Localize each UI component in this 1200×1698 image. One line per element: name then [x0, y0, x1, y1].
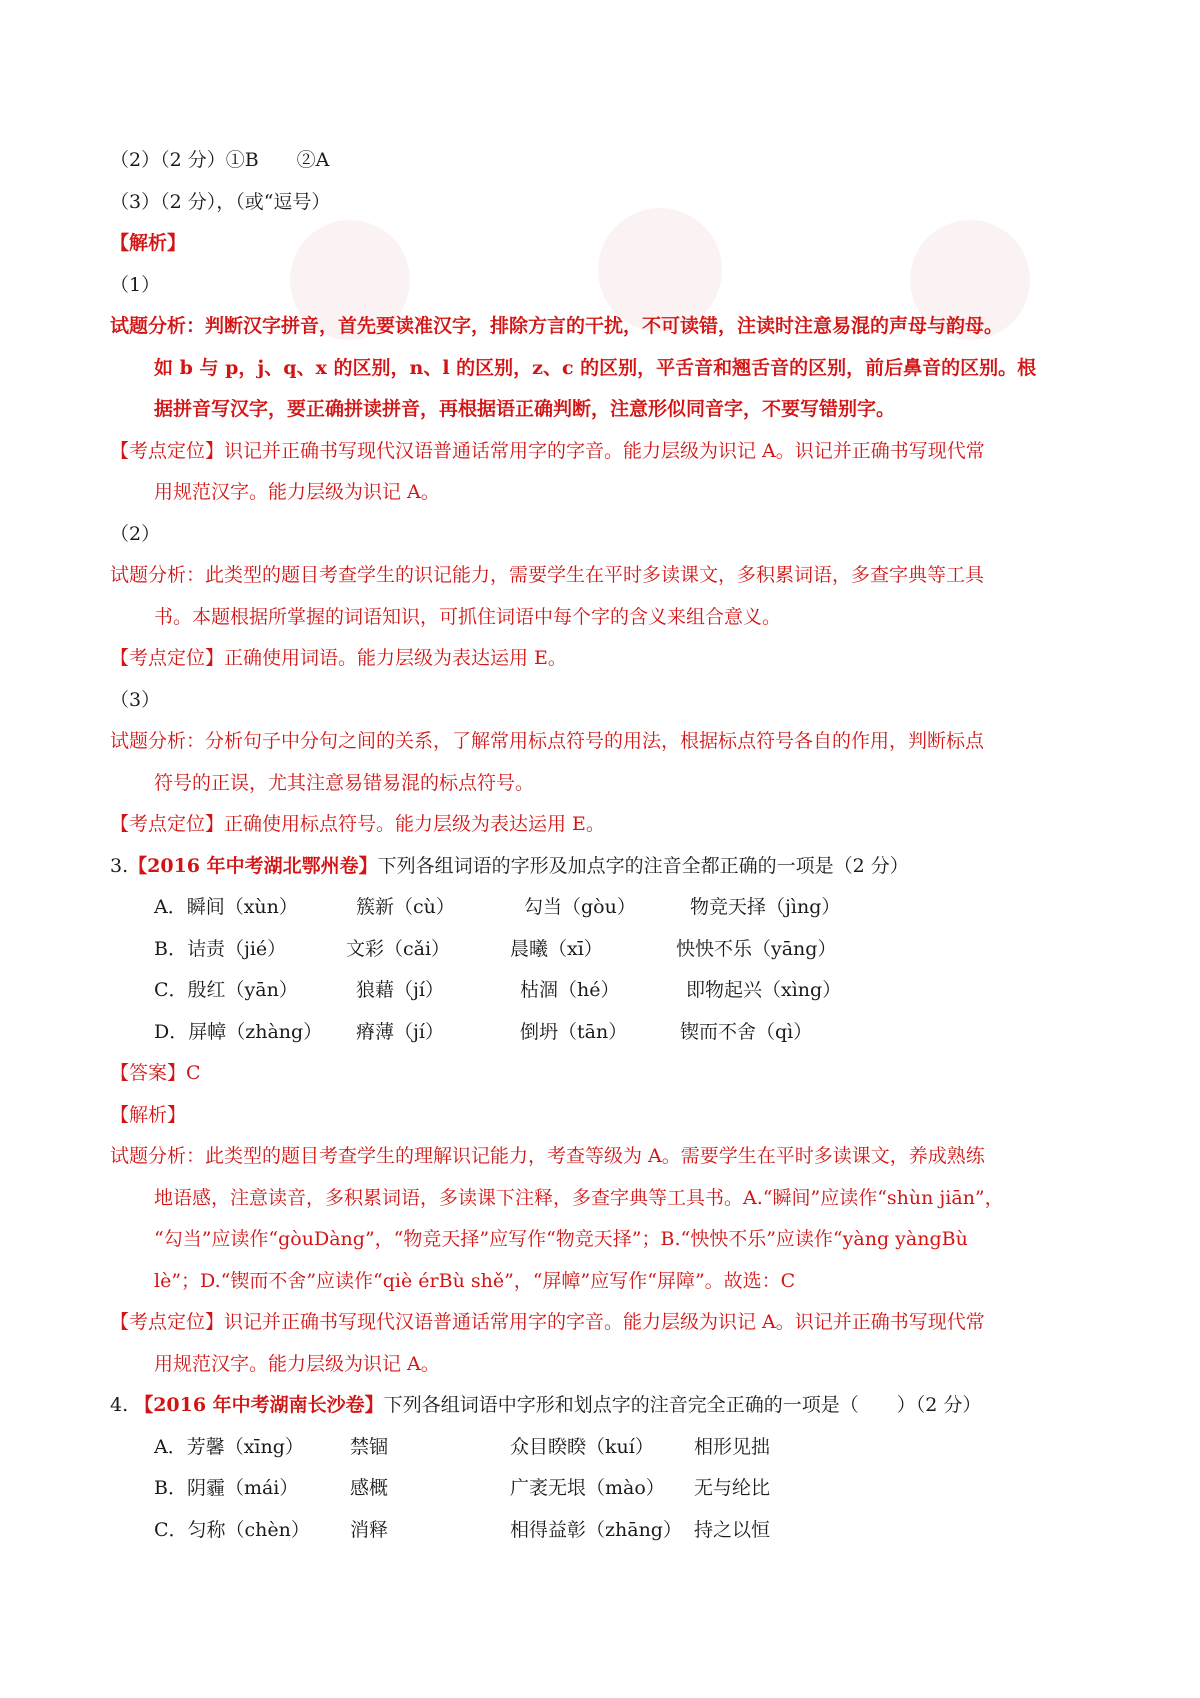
question-source: 【2016 年中考湖北鄂州卷】 [128, 854, 378, 877]
analysis-line: “勾当”应读作“gòuDàng”，“物竞天择”应写作“物竞天择”；B.“怏怏不乐”应读作“yàng yàngBù [154, 1228, 968, 1250]
answer-3: （3）（2 分），（或“逗号） [110, 190, 331, 213]
option-item: 物竞天择（jìng） [690, 896, 841, 918]
kaodian-line: 【考点定位】正确使用标点符号。能力层级为表达运用 E。 [110, 813, 605, 835]
option-row-c [110, 970, 1100, 1012]
question-number: 4. [110, 1394, 129, 1416]
analysis-line: lè”；D.“锲而不舍”应读作“qiè érBù shě”，“屏幛”应写作“屏障”。故选：C [154, 1269, 796, 1292]
option-item: C．匀称（chèn） [154, 1518, 310, 1541]
analysis-line: 试题分析：此类型的题目考查学生的理解识记能力，考查等级为 A。需要学生在平时多读课文，养成熟练 [110, 1145, 985, 1167]
option-item: A．芳馨（xīng） [154, 1435, 304, 1458]
kaodian-line: 【考点定位】识记并正确书写现代汉语普通话常用字的字音。能力层级为识记 A。识记并正确书写现代常 [110, 1311, 985, 1333]
answer-2: （2）（2 分）①B ②A [110, 149, 330, 171]
option-item: 瘠薄（jí） [356, 1020, 444, 1043]
option-item: 消释 [350, 1518, 389, 1541]
analysis-line: 试题分析：分析句子中分句之间的关系，了解常用标点符号的用法，根据标点符号各自的作用，判断标点 [110, 730, 985, 752]
option-item: B．阴霾（mái） [154, 1477, 299, 1499]
analysis-line: 符号的正误，尤其注意易错易混的标点符号。 [154, 771, 535, 794]
question-3-stem [110, 846, 1100, 888]
option-item: 禁锢 [350, 1435, 389, 1458]
analysis-line: 试题分析：此类型的题目考查学生的识记能力，需要学生在平时多读课文，多积累词语，多查字典等工具 [110, 564, 985, 586]
answer-label: 【答案】C [110, 1062, 201, 1084]
question-text: 下列各组词语中字形和划点字的注音完全正确的一项是（ ）（2 分） [383, 1394, 982, 1416]
analysis-header: 【解析】 [110, 232, 187, 254]
option-item: 即物起兴（xìng） [686, 979, 842, 1001]
option-item: 感概 [350, 1477, 389, 1499]
kaodian-line: 【考点定位】正确使用词语。能力层级为表达运用 E。 [110, 647, 567, 669]
option-item: C．殷红（yān） [154, 979, 298, 1001]
option-item: D．屏幛（zhàng） [154, 1020, 323, 1043]
question-4-stem [110, 1385, 1100, 1427]
analysis-line: 书。本题根据所掌握的词语知识，可抓住词语中每个字的含义来组合意义。 [154, 605, 782, 628]
question-number: 3. [110, 854, 129, 877]
option-item: 狼藉（jí） [356, 979, 444, 1001]
analysis-line: 据拼音写汉字，要正确拼读拼音，再根据语正确判断，注意形似同音字，不要写错别字。 [154, 398, 896, 420]
sub-label-1: （1） [110, 273, 161, 296]
kaodian-line: 【考点定位】识记并正确书写现代汉语普通话常用字的字音。能力层级为识记 A。识记并正确书写现代常 [110, 439, 985, 462]
option-row-c [110, 1510, 1100, 1552]
option-item: 无与纶比 [694, 1477, 771, 1499]
option-row-b [110, 929, 1100, 971]
analysis-line: 地语感，注意读音，多积累词语，多读课下注释，多查字典等工具书。A.“瞬间”应读作“shùn jiān”， [154, 1186, 1004, 1209]
option-row-b [110, 1468, 1100, 1510]
option-item: 文彩（cǎi） [346, 937, 451, 960]
kaodian-line: 用规范汉字。能力层级为识记 A。 [154, 1352, 440, 1375]
option-item: 怏怏不乐（yāng） [676, 937, 837, 960]
option-row-a [110, 887, 1100, 929]
option-item: 相形见拙 [694, 1435, 771, 1458]
option-item: 晨曦（xī） [510, 937, 603, 960]
option-row-d [110, 1012, 1100, 1054]
option-item: 勾当（gòu） [524, 896, 636, 918]
analysis-line: 试题分析：判断汉字拼音，首先要读准汉字，排除方言的干扰，不可读错，注读时注意易混的声母与韵母。 [110, 315, 1004, 337]
option-row-a [110, 1427, 1100, 1469]
option-item: 倒坍（tān） [520, 1020, 628, 1043]
option-item: B．诘责（jié） [154, 937, 287, 960]
option-item: 众目睽睽（kuí） [510, 1435, 654, 1458]
option-item: A．瞬间（xùn） [154, 896, 298, 918]
sub-label-3: （3） [110, 688, 161, 711]
question-source: 【2016 年中考湖南长沙卷】 [134, 1394, 384, 1416]
option-item: 锲而不舍（qì） [680, 1020, 813, 1043]
kaodian-line: 用规范汉字。能力层级为识记 A。 [154, 481, 440, 503]
analysis-line: 如 b 与 p，j、q、x 的区别，n、l 的区别，z、c 的区别，平舌音和翘舌音的区别，前后鼻音的区别。根 [154, 356, 1037, 379]
option-item: 广袤无垠（mào） [510, 1477, 665, 1499]
option-item: 枯涸（hé） [520, 979, 620, 1001]
sub-label-2: （2） [110, 522, 161, 545]
option-item: 相得益彰（zhāng） [510, 1518, 682, 1541]
analysis-header: 【解析】 [110, 1103, 187, 1126]
option-item: 簇新（cù） [356, 896, 455, 918]
question-text: 下列各组词语的字形及加点字的注音全都正确的一项是（2 分） [377, 854, 909, 877]
option-item: 持之以恒 [694, 1518, 771, 1541]
